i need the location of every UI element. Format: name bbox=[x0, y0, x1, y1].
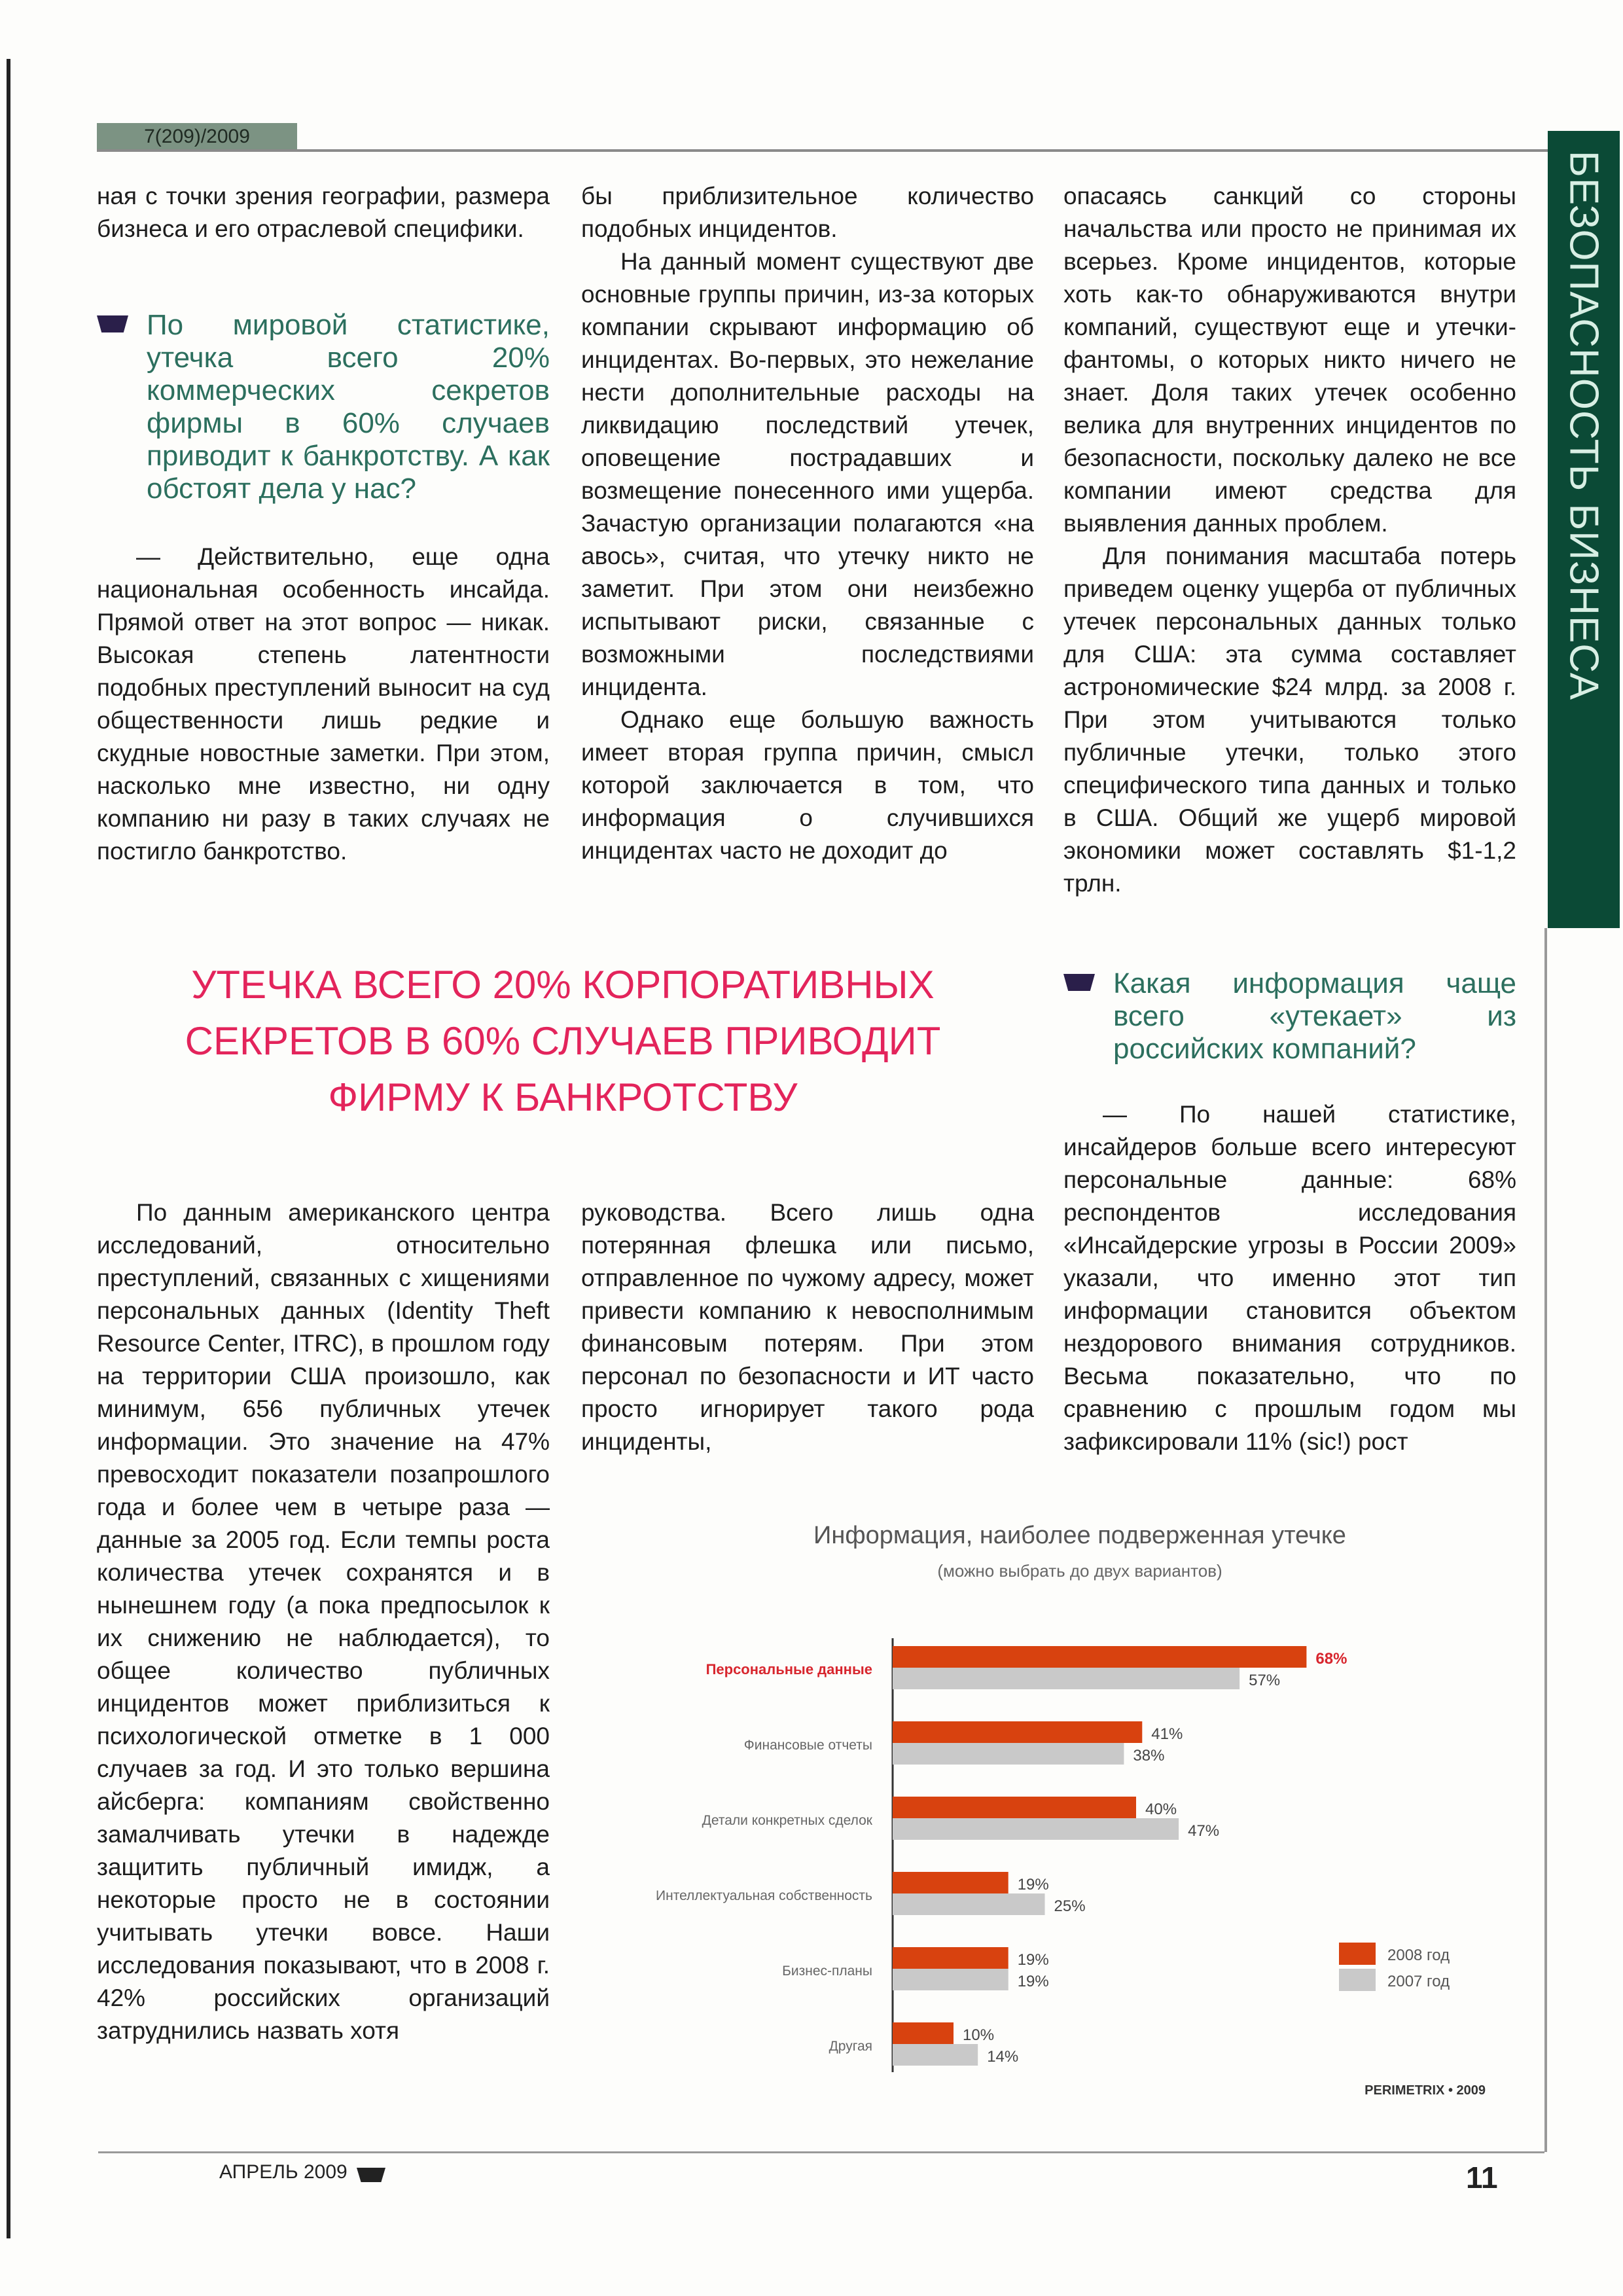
data-label: 41% bbox=[1151, 1725, 1183, 1743]
magazine-logo-icon bbox=[357, 2168, 385, 2182]
paragraph: Однако еще большую важность имеет вторая группа причин, смысл которой заключается в том, что информация о случившихся инцидентах часто не доходит до bbox=[581, 706, 1034, 864]
headline-line: УТЕЧКА ВСЕГО 20% КОРПОРАТИВНЫХ bbox=[191, 963, 935, 1007]
legend-label: 2008 год bbox=[1387, 1946, 1450, 1964]
category-label: Детали конкретных сделок bbox=[702, 1813, 872, 1828]
category-label: Интеллектуальная собственность bbox=[656, 1888, 872, 1903]
chart-title: Информация, наиболее подверженная утечке bbox=[813, 1522, 1346, 1549]
bar-2008 bbox=[893, 1721, 1142, 1743]
category-label: Персональные данные bbox=[705, 1661, 872, 1677]
bar-2007 bbox=[893, 2044, 978, 2066]
data-label: 19% bbox=[1017, 1951, 1049, 1969]
bar-2008 bbox=[893, 1646, 1306, 1668]
bar-2007 bbox=[893, 1668, 1240, 1689]
chart-source: PERIMETRIX • 2009 bbox=[1364, 2083, 1486, 2098]
data-label: 40% bbox=[1145, 1801, 1177, 1818]
paragraph: Для понимания масштаба потерь приведем оценку ущерба от публичных утечек персональных данных только для США: эта сумма составляет астрономические $24 млрд. за 2008 г. При этом учитываются только публичные утечки, только этого специфического типа данных и только в США. Общий же ущерб мировой экономики может составлять $1-1,2 трлн. bbox=[1063, 543, 1516, 897]
data-label: 68% bbox=[1315, 1650, 1347, 1668]
bar-2007 bbox=[893, 1818, 1179, 1840]
category-label: Бизнес-планы bbox=[782, 1964, 872, 1979]
data-label: 10% bbox=[963, 2026, 995, 2044]
legend-label: 2007 год bbox=[1387, 1973, 1450, 1990]
bar-2008 bbox=[893, 1797, 1136, 1818]
category-label: Другая bbox=[829, 2039, 872, 2054]
section-title: БЕЗОПАСНОСТЬ БИЗНЕСА bbox=[1561, 151, 1607, 701]
data-label: 38% bbox=[1133, 1747, 1165, 1765]
paragraph: руководства. Всего лишь одна потерянная флешка или письмо, отправленное по чужому адресу, может привести компанию к невосполнимым финансовым потерям. При этом персонал по безопасности и ИТ часто просто игнорирует такого рода инциденты, bbox=[581, 1199, 1034, 1455]
footer-issue: АПРЕЛЬ 2009 bbox=[219, 2161, 348, 2183]
paragraph: По данным американского центра исследований, относительно преступлений, связанных с хищениями персональных данных (Identity Theft Resource Center, ITRC), в прошлом году на территории США произошло, как минимум, 656 публичных утечек информации. Это значение на 47% превосходит показатели позапрошлого года и более чем в четыре раза — данные за 2005 год. Если темпы роста количества утечек сохранятся и в нынешнем году (а пока предпосылок к их снижению не наблюдается), то общее количество публичных инцидентов может приблизиться к психологической отметке в 1 000 случаев за год. И это только вершина айсберга: компаниям свойственно замалчивать утечки в надежде защитить публичный имидж, а некоторые просто не в состоянии учитывать утечки вовсе. Наши исследования показывают, что в 2008 г. 42% российских организаций затруднились назвать хотя bbox=[97, 1199, 550, 2044]
paragraph: бы приблизительное количество подобных инцидентов. bbox=[581, 183, 1034, 242]
paragraph: — По нашей статистике, инсайдеров больше всего интересуют персональные данные: 68% респондентов исследования «Инсайдерские угрозы в России 2009» указали, что именно этот тип информации становится объектом нездорового внимания сотрудников. Весьма показательно, что по сравнению с прошлым годом мы зафиксировали 11% (sic!) рост bbox=[1063, 1101, 1516, 1455]
data-label: 19% bbox=[1017, 1876, 1049, 1893]
paragraph: — Действительно, еще одна национальная особенность инсайда. Прямой ответ на этот вопрос — никак. Высокая степень латентности подобных преступлений выносит на суд общественности лишь редкие и скудные новостные заметки. При этом, насколько мне известно, ни одну компанию ни разу в таких случаях не постигло банкротство. bbox=[97, 543, 550, 865]
legend-swatch bbox=[1339, 1969, 1376, 1991]
bar-2007 bbox=[893, 1893, 1045, 1915]
page-number: 11 bbox=[1466, 2161, 1498, 2195]
chart-subtitle: (можно выбрать до двух вариантов) bbox=[937, 1561, 1222, 1581]
data-label: 14% bbox=[987, 2048, 1019, 2066]
footer-rule bbox=[98, 2151, 1544, 2153]
bar-2007 bbox=[893, 1743, 1124, 1765]
paragraph: опасаясь санкций со стороны начальства или просто не принимая их всерьез. Кроме инцидентов, которые хоть как-то обнаруживаются внутри компаний, существуют еще и утечки-фантомы, о которых никто ничего не знает. Доля таких утечек особенно велика для внутренних инцидентов по безопасности, поскольку далеко не все компании имеют средства для выявления данных проблем. bbox=[1063, 183, 1516, 537]
paragraph: ная с точки зрения географии, размера бизнеса и его отраслевой специфики. bbox=[97, 183, 550, 242]
data-label: 25% bbox=[1054, 1897, 1086, 1915]
issue-number: 7(209)/2009 bbox=[97, 123, 297, 151]
bar-2008 bbox=[893, 1947, 1008, 1969]
data-label: 19% bbox=[1017, 1973, 1049, 1990]
bar-2008 bbox=[893, 1872, 1008, 1893]
headline-line: ФИРМУ К БАНКРОТСТВУ bbox=[328, 1075, 798, 1119]
question-text: Какая информация чаще всего «утекает» из российских компаний? bbox=[1113, 967, 1516, 1065]
category-label: Финансовые отчеты bbox=[743, 1738, 872, 1753]
bar-2007 bbox=[893, 1969, 1008, 1990]
legend-swatch bbox=[1339, 1943, 1376, 1965]
bar-2008 bbox=[893, 2022, 954, 2044]
question-text: По мировой статистике, утечка всего 20% коммерческих секретов фирмы в 60% случаев приводит к банкротству. А как обстоят дела у нас? bbox=[147, 309, 550, 505]
data-label: 47% bbox=[1188, 1822, 1220, 1840]
data-label: 57% bbox=[1249, 1672, 1281, 1689]
paragraph: На данный момент существуют две основные группы причин, из-за которых компании скрывают информацию об инцидентах. Во-первых, это нежелание нести дополнительные расходы на ликвидацию последствий утечек, оповещение пострадавших и возмещение понесенного ими ущерба. Зачастую организации полагаются «на авось», считая, что утечку никто не заметит. При этом они неизбежно испытывают риски, связанные с возможными последствиями инцидента. bbox=[581, 248, 1034, 700]
headline-line: СЕКРЕТОВ В 60% СЛУЧАЕВ ПРИВОДИТ bbox=[185, 1019, 941, 1063]
